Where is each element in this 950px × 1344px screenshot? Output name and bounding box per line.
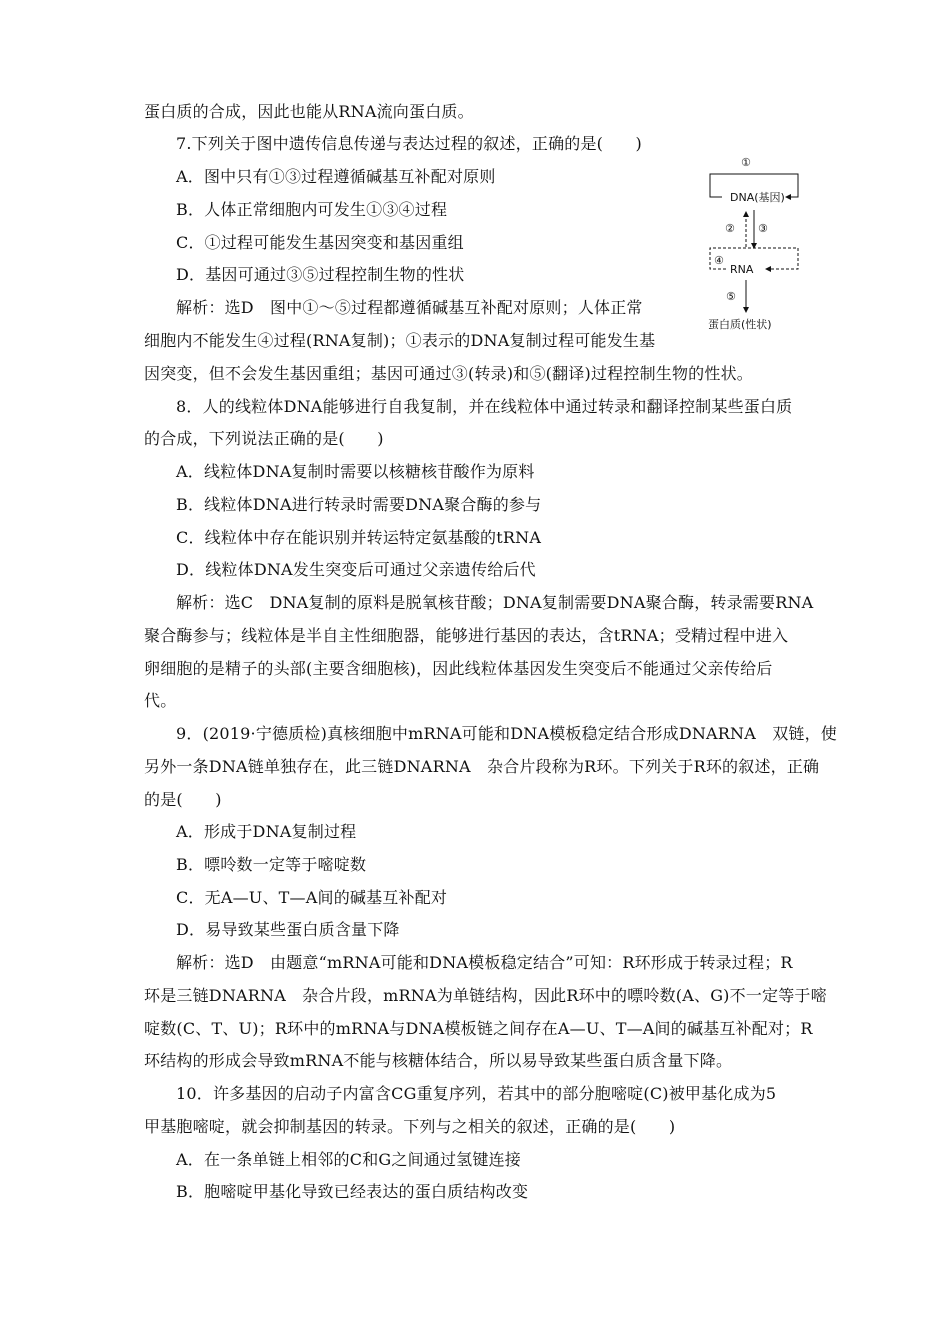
option-7c: C．①过程可能发生基因突变和基因重组 xyxy=(176,233,464,252)
option-9b: B．嘌呤数一定等于嘧啶数 xyxy=(176,855,367,874)
option-8d: D．线粒体DNA发生突变后可通过父亲遗传给后代 xyxy=(176,560,536,579)
answer-9-line3: 啶数(C、T、U)；R环中的mRNA与DNA模板链之间存在A—U、T—A间的碱基互补配对；R xyxy=(144,1019,813,1038)
answer-9-line2: 环是三链DNARNA 杂合片段，mRNA为单链结构，因此R环中的嘌呤数(A、G)不一定等于嘧 xyxy=(144,986,827,1005)
answer-9-line1: 解析：选D 由题意“mRNA可能和DNA模板稳定结合”可知：R环形成于转录过程；R xyxy=(176,953,793,972)
label-step4: ④ xyxy=(714,254,724,267)
question-8: 8．人的线粒体DNA能够进行自我复制，并在线粒体中通过转录和翻译控制某些蛋白质 xyxy=(176,397,793,416)
question-10-cont: 甲基胞嘧啶，就会抑制基因的转录。下列与之相关的叙述，正确的是( ) xyxy=(144,1117,676,1136)
answer-7-line3: 因突变，但不会发生基因重组；基因可通过③(转录)和⑤(翻译)过程控制生物的性状。 xyxy=(144,364,753,383)
answer-9-line4: 环结构的形成会导致mRNA不能与核糖体结合，所以易导致某些蛋白质含量下降。 xyxy=(144,1051,733,1070)
option-9d: D．易导致某些蛋白质含量下降 xyxy=(176,920,400,939)
option-7b: B．人体正常细胞内可发生①③④过程 xyxy=(176,200,448,219)
question-10: 10．许多基因的启动子内富含CG重复序列，若其中的部分胞嘧啶(C)被甲基化成为5 xyxy=(176,1084,777,1103)
option-10a: A．在一条单链上相邻的C和G之间通过氢键连接 xyxy=(176,1150,521,1169)
central-dogma-diagram xyxy=(700,152,810,342)
option-8c: C．线粒体中存在能识别并转运特定氨基酸的tRNA xyxy=(176,528,542,547)
answer-7-line2: 细胞内不能发生④过程(RNA复制)；①表示的DNA复制过程可能发生基 xyxy=(144,331,656,350)
option-7d: D．基因可通过③⑤过程控制生物的性状 xyxy=(176,265,465,284)
option-8b: B．线粒体DNA进行转录时需要DNA聚合酶的参与 xyxy=(176,495,542,514)
question-7: 7.下列关于图中遗传信息传递与表达过程的叙述，正确的是( ) xyxy=(176,134,642,153)
label-step1: ① xyxy=(741,156,751,169)
answer-8-line2: 聚合酶参与；线粒体是半自主性细胞器，能够进行基因的表达，含tRNA；受精过程中进入 xyxy=(144,626,789,645)
option-8a: A．线粒体DNA复制时需要以核糖核苷酸作为原料 xyxy=(176,462,535,481)
option-10b: B．胞嘧啶甲基化导致已经表达的蛋白质结构改变 xyxy=(176,1182,529,1201)
question-8-cont: 的合成，下列说法正确的是( ) xyxy=(144,429,384,448)
answer-8-line1: 解析：选C DNA复制的原料是脱氧核苷酸；DNA复制需要DNA聚合酶，转录需要RNA xyxy=(176,593,814,612)
label-step3: ③ xyxy=(758,222,768,235)
label-rna: RNA xyxy=(730,263,754,276)
option-7a: A．图中只有①③过程遵循碱基互补配对原则 xyxy=(176,167,496,186)
question-9-cont2: 的是( ) xyxy=(144,790,222,809)
label-step2: ② xyxy=(725,222,735,235)
label-step5: ⑤ xyxy=(726,290,736,303)
label-protein: 蛋白质(性状) xyxy=(708,318,772,331)
text-line: 蛋白质的合成，因此也能从RNA流向蛋白质。 xyxy=(144,102,474,121)
answer-8-line4: 代。 xyxy=(144,691,177,710)
label-dna: DNA(基因) xyxy=(730,191,785,204)
option-9a: A．形成于DNA复制过程 xyxy=(176,822,357,841)
answer-8-line3: 卵细胞的是精子的头部(主要含细胞核)，因此线粒体基因发生突变后不能通过父亲传给后 xyxy=(144,659,773,678)
answer-7-line1: 解析：选D 图中①～⑤过程都遵循碱基互补配对原则；人体正常 xyxy=(176,298,643,317)
question-9: 9．(2019·宁德质检)真核细胞中mRNA可能和DNA模板稳定结合形成DNARNA 双链，使 xyxy=(176,724,838,743)
question-9-cont1: 另外一条DNA链单独存在，此三链DNARNA 杂合片段称为R环。下列关于R环的叙述，正确 xyxy=(144,757,820,776)
option-9c: C．无A—U、T—A间的碱基互补配对 xyxy=(176,888,448,907)
